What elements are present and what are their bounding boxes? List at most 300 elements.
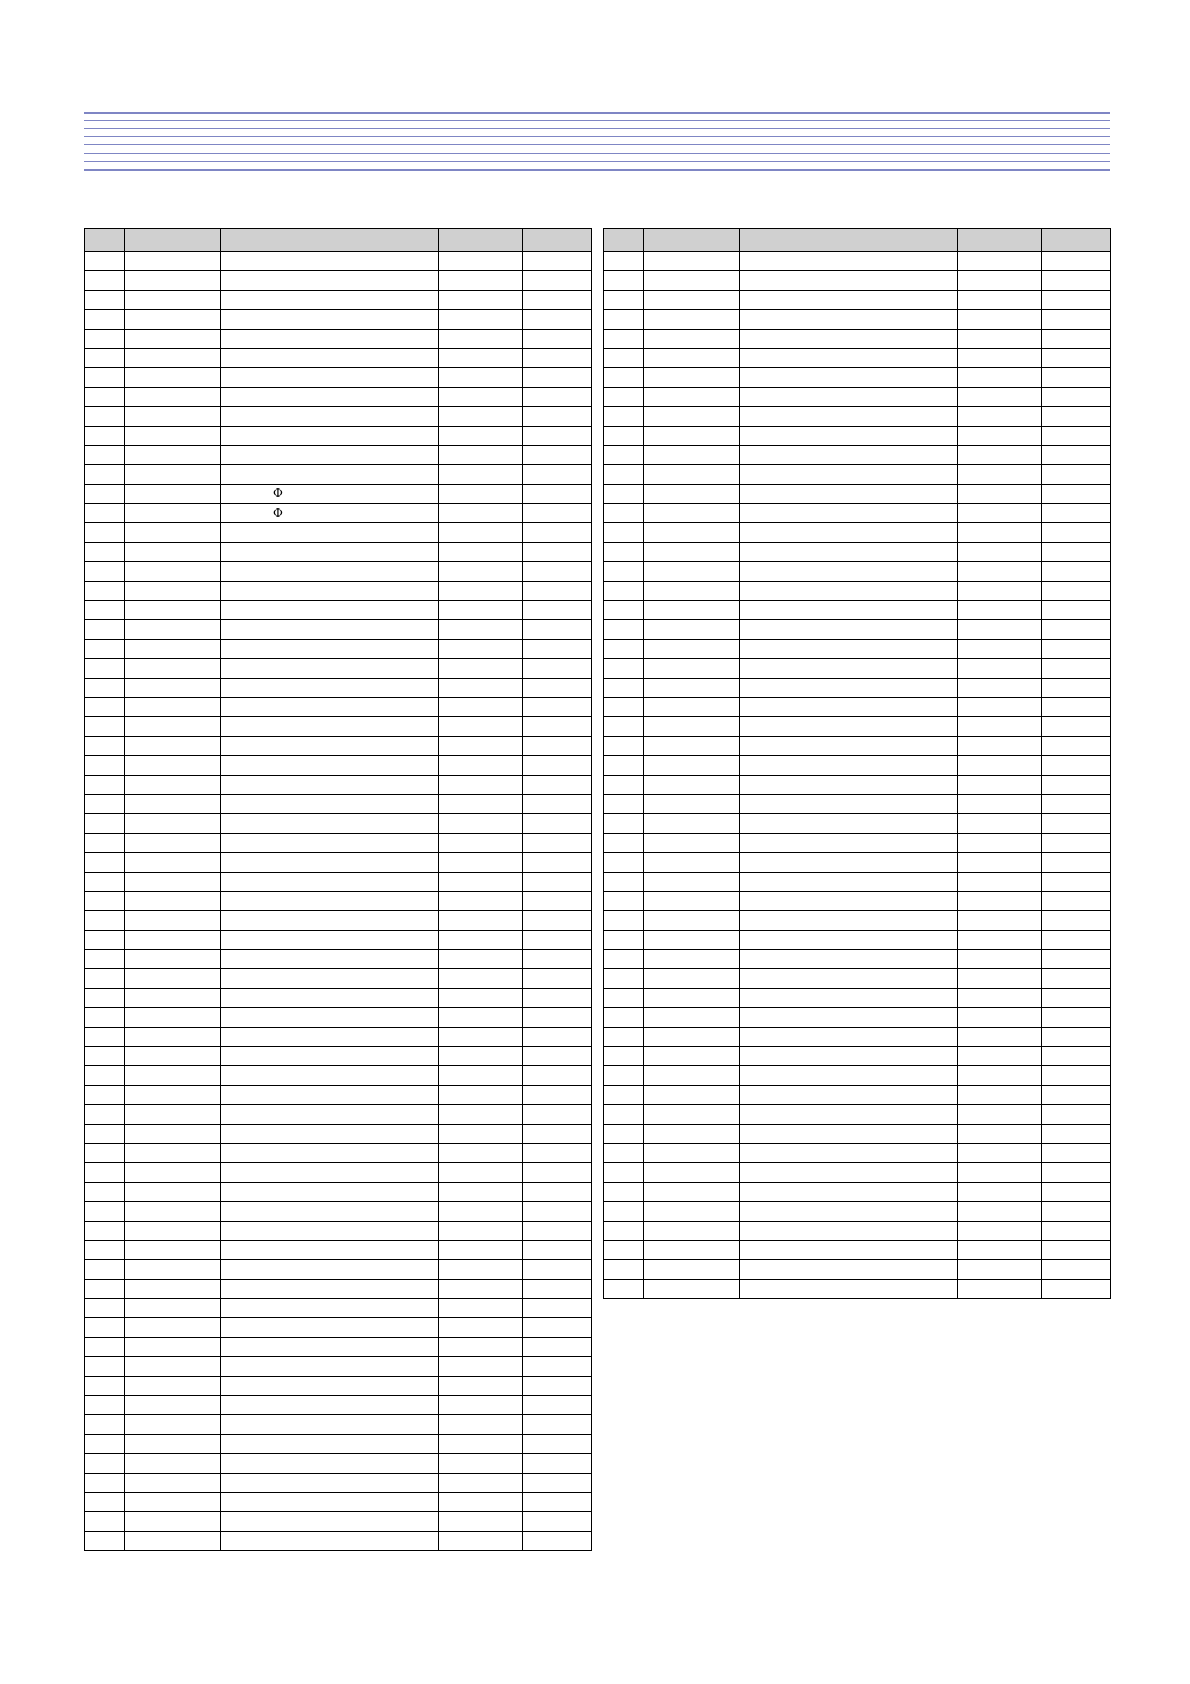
table-row [85,988,592,1007]
table-cell [85,775,125,794]
table-cell [604,833,644,852]
table-cell [740,950,958,969]
table-cell [644,639,740,658]
table-cell [740,1163,958,1182]
table-row [604,872,1111,891]
table-cell [439,426,523,445]
table-cell [439,1085,523,1104]
table-row [85,1143,592,1162]
table-cell [85,1415,125,1434]
table-cell [1042,872,1111,891]
table-cell [604,1279,644,1298]
table-cell [439,1434,523,1453]
table-row [85,542,592,561]
table-cell [958,1124,1042,1143]
table-row [85,1047,592,1066]
table-cell [221,891,439,910]
table-cell [958,1105,1042,1124]
table-row [604,969,1111,988]
table-row [85,407,592,426]
table-cell [439,601,523,620]
table-cell [523,717,592,736]
table-cell [221,930,439,949]
table-cell [958,697,1042,716]
table-cell [221,426,439,445]
table-cell [523,853,592,872]
table-cell [439,853,523,872]
table-row [604,310,1111,329]
table-cell [644,329,740,348]
table-cell [85,601,125,620]
table-cell [85,252,125,271]
table-cell [523,911,592,930]
table-cell [523,814,592,833]
table-cell [439,368,523,387]
table-cell [125,329,221,348]
table-cell [644,1008,740,1027]
table-cell [523,1008,592,1027]
table-cell [221,775,439,794]
table-cell [1042,1047,1111,1066]
table-cell [85,407,125,426]
table-cell [439,794,523,813]
table-cell [1042,387,1111,406]
table-row [604,620,1111,639]
table-cell [644,465,740,484]
table-cell [439,1299,523,1318]
table-cell [439,969,523,988]
table-cell [1042,678,1111,697]
table-cell [221,833,439,852]
table-cell [644,1260,740,1279]
table-cell [523,1454,592,1473]
table-cell [85,872,125,891]
table-cell [125,930,221,949]
table-row [85,1434,592,1453]
table-cell [644,814,740,833]
table-cell [958,387,1042,406]
table-cell [125,465,221,484]
table-cell [439,271,523,290]
table-cell [1042,988,1111,1007]
table-row [85,1299,592,1318]
table-cell [523,290,592,309]
table-cell [740,853,958,872]
table-cell [85,387,125,406]
table-cell [1042,620,1111,639]
table-cell [221,523,439,542]
table-cell [958,1047,1042,1066]
table-cell [221,756,439,775]
table-cell [439,1240,523,1259]
table-cell [523,1357,592,1376]
table-cell [1042,717,1111,736]
table-cell [740,1085,958,1104]
table-cell [604,310,644,329]
table-cell [221,1473,439,1492]
table-row [85,717,592,736]
table-cell [958,659,1042,678]
table-cell [439,620,523,639]
table-cell [604,1047,644,1066]
parts-table-right [603,228,1111,1299]
table-row [604,1163,1111,1182]
column-header-description [740,229,958,252]
table-cell [221,329,439,348]
table-cell [740,1182,958,1201]
table-cell [958,620,1042,639]
table-cell [125,1124,221,1143]
table-cell [125,1085,221,1104]
table-cell [85,1299,125,1318]
table-cell [644,1221,740,1240]
table-cell [958,1163,1042,1182]
table-cell [125,1454,221,1473]
table-cell [1042,484,1111,503]
table-cell [523,1105,592,1124]
table-cell [958,1143,1042,1162]
table-row [604,950,1111,969]
table-row [85,1279,592,1298]
table-cell [221,310,439,329]
table-cell [85,1337,125,1356]
table-cell [221,620,439,639]
table-cell [523,756,592,775]
table-cell [523,581,592,600]
table-cell [604,387,644,406]
table-row [85,1105,592,1124]
table-cell [439,639,523,658]
table-cell [523,1376,592,1395]
table-cell [221,969,439,988]
table-row [85,562,592,581]
table-cell [85,814,125,833]
table-cell [439,465,523,484]
table-row [85,348,592,367]
table-row [604,504,1111,523]
table-cell [644,1085,740,1104]
table-cell [523,950,592,969]
table-cell [439,1182,523,1201]
table-cell [125,1047,221,1066]
table-cell [439,329,523,348]
table-cell [958,1221,1042,1240]
table-cell [604,950,644,969]
table-cell [644,736,740,755]
table-cell [125,1337,221,1356]
table-cell [740,891,958,910]
table-cell [604,853,644,872]
table-cell [523,1512,592,1531]
table-row [85,368,592,387]
table-cell [740,930,958,949]
table-cell [740,252,958,271]
table-cell [1042,1066,1111,1085]
table-row [85,697,592,716]
parts-table-left [84,228,592,1551]
table-row [85,794,592,813]
table-cell [85,504,125,523]
table-cell [221,1299,439,1318]
table-cell [221,290,439,309]
table-cell [523,1260,592,1279]
table-cell [125,252,221,271]
table-row [85,1376,592,1395]
table-cell [740,794,958,813]
table-cell [125,1531,221,1550]
column-header-no [85,229,125,252]
table-cell [523,1066,592,1085]
table-row [85,872,592,891]
table-cell [604,988,644,1007]
table-cell [125,1027,221,1046]
table-cell [439,310,523,329]
table-cell [644,348,740,367]
table-row [604,1221,1111,1240]
table-row [85,1085,592,1104]
table-cell [221,1454,439,1473]
table-cell [85,1202,125,1221]
table-cell [125,1396,221,1415]
table-cell [439,988,523,1007]
table-cell [958,1085,1042,1104]
table-cell [644,504,740,523]
table-cell [958,1240,1042,1259]
table-row [604,756,1111,775]
header-band [84,112,1110,172]
table-cell [1042,697,1111,716]
table-cell [958,891,1042,910]
table-cell [125,1105,221,1124]
table-row [85,523,592,542]
table-cell [523,1240,592,1259]
table-cell [85,310,125,329]
table-cell [85,484,125,503]
table-cell [439,1531,523,1550]
table-cell [221,348,439,367]
table-cell [523,310,592,329]
table-cell [1042,756,1111,775]
table-cell [1042,1240,1111,1259]
table-cell [644,523,740,542]
table-cell [439,911,523,930]
table-row [85,1202,592,1221]
table-cell [221,542,439,561]
table-cell [439,562,523,581]
table-cell [125,620,221,639]
table-cell [1042,794,1111,813]
table-row [604,853,1111,872]
table-cell [221,853,439,872]
table-cell [740,601,958,620]
table-cell [439,756,523,775]
table-cell [221,1047,439,1066]
table-row [604,445,1111,464]
table-row [604,523,1111,542]
table-cell [604,736,644,755]
table-body [604,252,1111,1299]
table-cell [523,426,592,445]
table-cell [85,1085,125,1104]
table-cell [1042,562,1111,581]
table-cell [958,678,1042,697]
table-cell [740,775,958,794]
table-cell [439,504,523,523]
table-cell [604,1066,644,1085]
table-cell [958,1279,1042,1298]
table-cell [523,1473,592,1492]
table-cell [439,1260,523,1279]
table-cell [221,1396,439,1415]
table-cell [221,1027,439,1046]
table-cell [439,523,523,542]
table-row [85,601,592,620]
table-row [604,988,1111,1007]
table-cell [644,930,740,949]
table-row [604,775,1111,794]
table-cell [523,697,592,716]
table-cell [958,1260,1042,1279]
table-cell [958,833,1042,852]
table-cell [740,465,958,484]
table-cell [958,542,1042,561]
table-cell [523,523,592,542]
table-cell [644,581,740,600]
table-cell [523,930,592,949]
table-cell [85,833,125,852]
table-cell [221,465,439,484]
table-header-row [604,229,1111,252]
table-cell [523,1143,592,1162]
table-cell [439,775,523,794]
table-cell [740,426,958,445]
table-cell [644,601,740,620]
table-cell [1042,290,1111,309]
table-row [85,736,592,755]
table-row [85,484,592,503]
table-cell [439,1105,523,1124]
table-cell [604,504,644,523]
table-cell [85,794,125,813]
header-stripe [84,161,1110,162]
table-row [85,310,592,329]
table-cell [439,542,523,561]
table-row [604,1202,1111,1221]
table-cell [958,407,1042,426]
table-cell [85,1221,125,1240]
table-cell [221,814,439,833]
table-cell [740,484,958,503]
table-cell [439,252,523,271]
table-cell [740,678,958,697]
table-cell [740,639,958,658]
table-row [85,465,592,484]
table-cell [221,659,439,678]
table-cell [439,1318,523,1337]
table-row [85,678,592,697]
table-cell [1042,310,1111,329]
table-cell [644,407,740,426]
table-cell [740,717,958,736]
table-row [604,465,1111,484]
table-row [604,736,1111,755]
table-cell [1042,950,1111,969]
table-cell [125,833,221,852]
table-cell [85,445,125,464]
table-cell [958,426,1042,445]
table-cell [1042,775,1111,794]
table-cell [221,1434,439,1453]
table-cell [604,542,644,561]
table-cell [221,872,439,891]
table-cell [125,1202,221,1221]
table-cell [1042,969,1111,988]
table-cell [85,950,125,969]
table-cell [125,310,221,329]
table-row [85,659,592,678]
table-row [604,601,1111,620]
column-header-spec [439,229,523,252]
table-cell [644,387,740,406]
table-row [604,639,1111,658]
table-cell [221,1337,439,1356]
table-cell [85,1396,125,1415]
table-cell [125,1357,221,1376]
table-cell [85,581,125,600]
table-cell [439,1337,523,1356]
table-cell [221,988,439,1007]
table-cell [125,1415,221,1434]
table-cell [523,659,592,678]
table-cell [439,950,523,969]
table-row [85,1337,592,1356]
table-cell [740,1124,958,1143]
table-cell [644,697,740,716]
table-row [604,697,1111,716]
table-cell [1042,1085,1111,1104]
table-cell [604,1085,644,1104]
table-cell [740,387,958,406]
table-cell [125,271,221,290]
table-cell [221,562,439,581]
table-cell [523,1434,592,1453]
table-cell [85,329,125,348]
table-row [85,620,592,639]
table-cell [85,891,125,910]
column-header-spec [958,229,1042,252]
table-cell [125,407,221,426]
table-cell [221,387,439,406]
table-row [604,930,1111,949]
table-cell [439,814,523,833]
table-cell [221,911,439,930]
table-cell [85,639,125,658]
table-cell [958,794,1042,813]
table-cell [604,601,644,620]
table-cell [439,1415,523,1434]
table-cell [125,1318,221,1337]
table-cell [125,969,221,988]
table-row [85,1260,592,1279]
table-cell [439,387,523,406]
table-row [85,290,592,309]
table-cell [1042,368,1111,387]
table-cell [644,717,740,736]
table-row [85,950,592,969]
table-row [85,426,592,445]
table-cell [958,639,1042,658]
table-row [85,1027,592,1046]
